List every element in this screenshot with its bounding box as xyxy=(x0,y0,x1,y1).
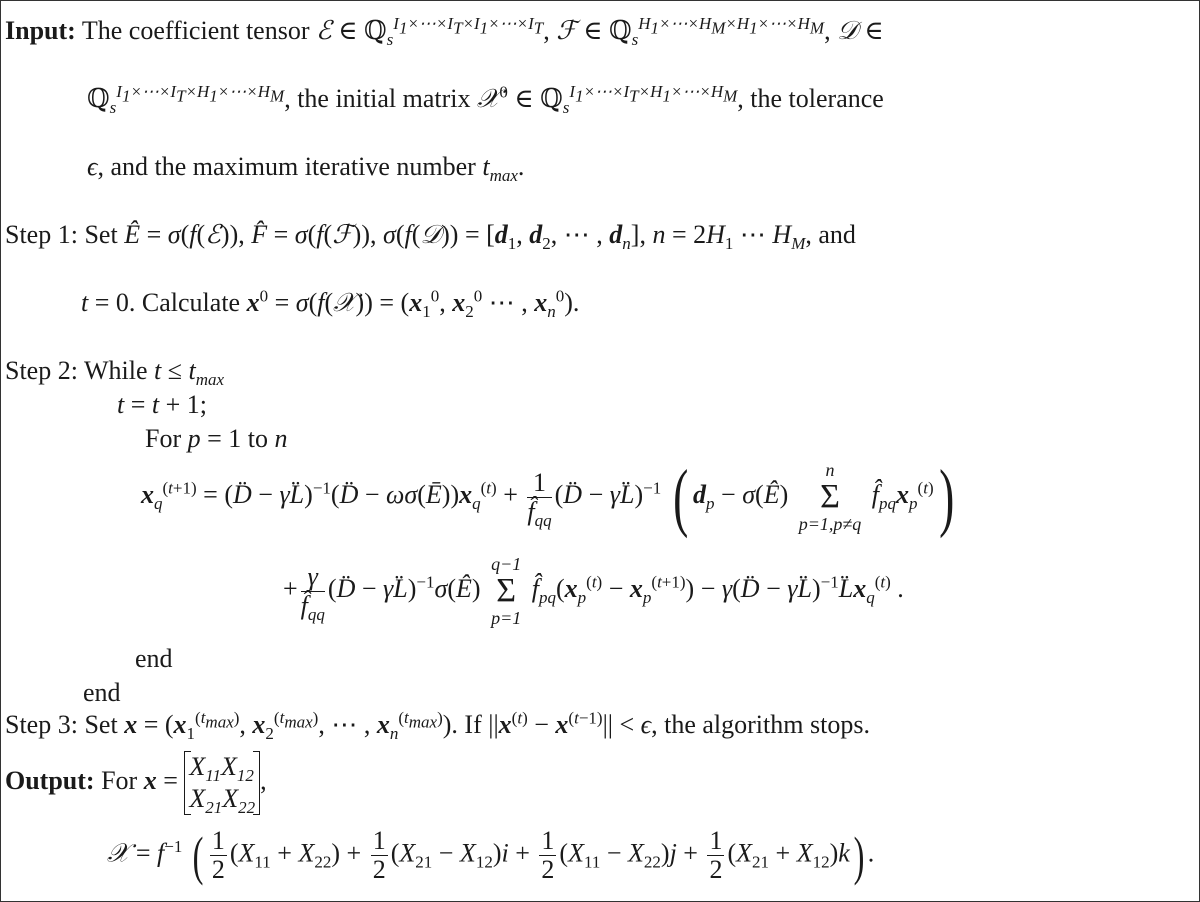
input-line-3: ϵ, and the maximum iterative number $t_{max}$. xyxy=(87,152,525,186)
output-line-2: 𝒳 = $f^{-1}$ ( $\frac{1}{2}$ $(X_{11} + X_{22})$ + $\frac{1}{2}$ $(X_{21} - X_{12})i$ + $\frac{1}{2}$ $(X_{11} - X_{22})j$ + $\frac{1}{2}$ $(X_{21} + X_{12})k$) . xyxy=(107,825,875,886)
input-text-d: and the maximum iterative number xyxy=(110,152,476,181)
end-outer: end xyxy=(83,678,121,707)
input-text-c: the tolerance xyxy=(750,84,884,113)
input-text-b: the initial matrix xyxy=(297,84,471,113)
step2-to: 1 to xyxy=(228,424,269,453)
step2-label: Step 2: xyxy=(5,356,78,385)
update-equation-line-1: $x_q^{(t+1)}$ = (D̈ − γL̈)$^{-1}$(D̈ − $\omega\sigma(Ē))x_q^{(t)}$ + $\frac{1}{f̂_{qq}}$ (D̈ − γL̈)$^{-1}$ ( $d_p$ − σ(Ê) n Σ p=1,p≠q $f̂_{pq}x_p^{(t)}$) xyxy=(141,455,954,539)
output-line-1: Output: For x = $X_{11}X_{12}$ $X_{21}X_{22}$ , xyxy=(5,752,267,818)
step3-text-a: Set xyxy=(84,710,118,739)
step1-text-c: Calculate xyxy=(141,288,241,317)
step3-label: Step 3: xyxy=(5,710,78,739)
step3-text-c: the algorithm stops. xyxy=(664,710,870,739)
input-label: Input: xyxy=(5,16,76,45)
step3-text-b: If xyxy=(464,710,482,739)
step1-line-1: Step 1: Set Ê = σ(f(ℰ)), F̂ = σ(f(ℱ)), σ(f(𝒟)) = [$d_1$, $d_2$, ⋯ , $d_n$], $n = 2H_1$ ⋯ $H_M$, and xyxy=(5,220,856,254)
update-equation-line-2: + $\frac{\gamma}{f̂_{qq}}$ (D̈ − γL̈)$^{-1}$σ(Ê) q−1 Σ p=1 $f̂_{pq}(x_p^{(t)} - x_p^{(t+1)})$ − γ(D̈ − $\gamma L̈)^{-1}L̈x_q^{(t)}$ . xyxy=(283,554,904,628)
output-text-a: For xyxy=(101,765,138,795)
step2-line-for: For p = 1 to n xyxy=(145,424,288,453)
step1-line-2: t = 0. Calculate $x^0$ = σ(f(𝒳)) = ($x_1^0$, $x_2^0$ ⋯ , $x_n^0$). xyxy=(81,286,580,322)
step2-for: For xyxy=(145,424,182,453)
step1-label: Step 1: xyxy=(5,220,78,249)
end-inner: end xyxy=(135,644,173,673)
step2-line-while: Step 2: While $t \le t_{max}$ xyxy=(5,356,225,390)
step1-text-b: and xyxy=(818,220,856,249)
step1-text-a: Set xyxy=(84,220,118,249)
output-label: Output: xyxy=(5,765,95,795)
step2-while: While xyxy=(83,356,148,385)
step3-line: Step 3: Set $x = (x_1^{(t_{max})}$, $x_2^{(t_{max})}$, ⋯ , $x_n^{(t_{max})}$). If $||x^{(t)} - x^{(t-1)}|| < \epsilon$, the algorithm stops. xyxy=(5,708,870,744)
output-matrix: $X_{11}X_{12}$ $X_{21}X_{22}$ xyxy=(184,751,260,815)
input-line-2: ℚ$_s^{I_1\times\cdots\times I_T\times H_1\times\cdots\times H_M}$, the initial matrix 𝒳$^0$ ∈ ℚ$_s^{I_1\times\cdots\times I_T\times H_1\times\cdots\times H_M}$, the tolerance xyxy=(87,82,884,118)
input-line-1: Input: The coefficient tensor ℰ ∈ ℚ$_s^{I_1\times\cdots\times I_T\times I_1\times\cdots\times I_T}$, ℱ ∈ ℚ$_s^{H_1\times\cdots\times H_M\times H_1\times\cdots\times H_M}$, 𝒟 ∈ xyxy=(5,14,884,50)
step2-line-increment: t = t + 1; xyxy=(117,390,208,419)
input-text-a: The coefficient tensor xyxy=(81,16,310,45)
